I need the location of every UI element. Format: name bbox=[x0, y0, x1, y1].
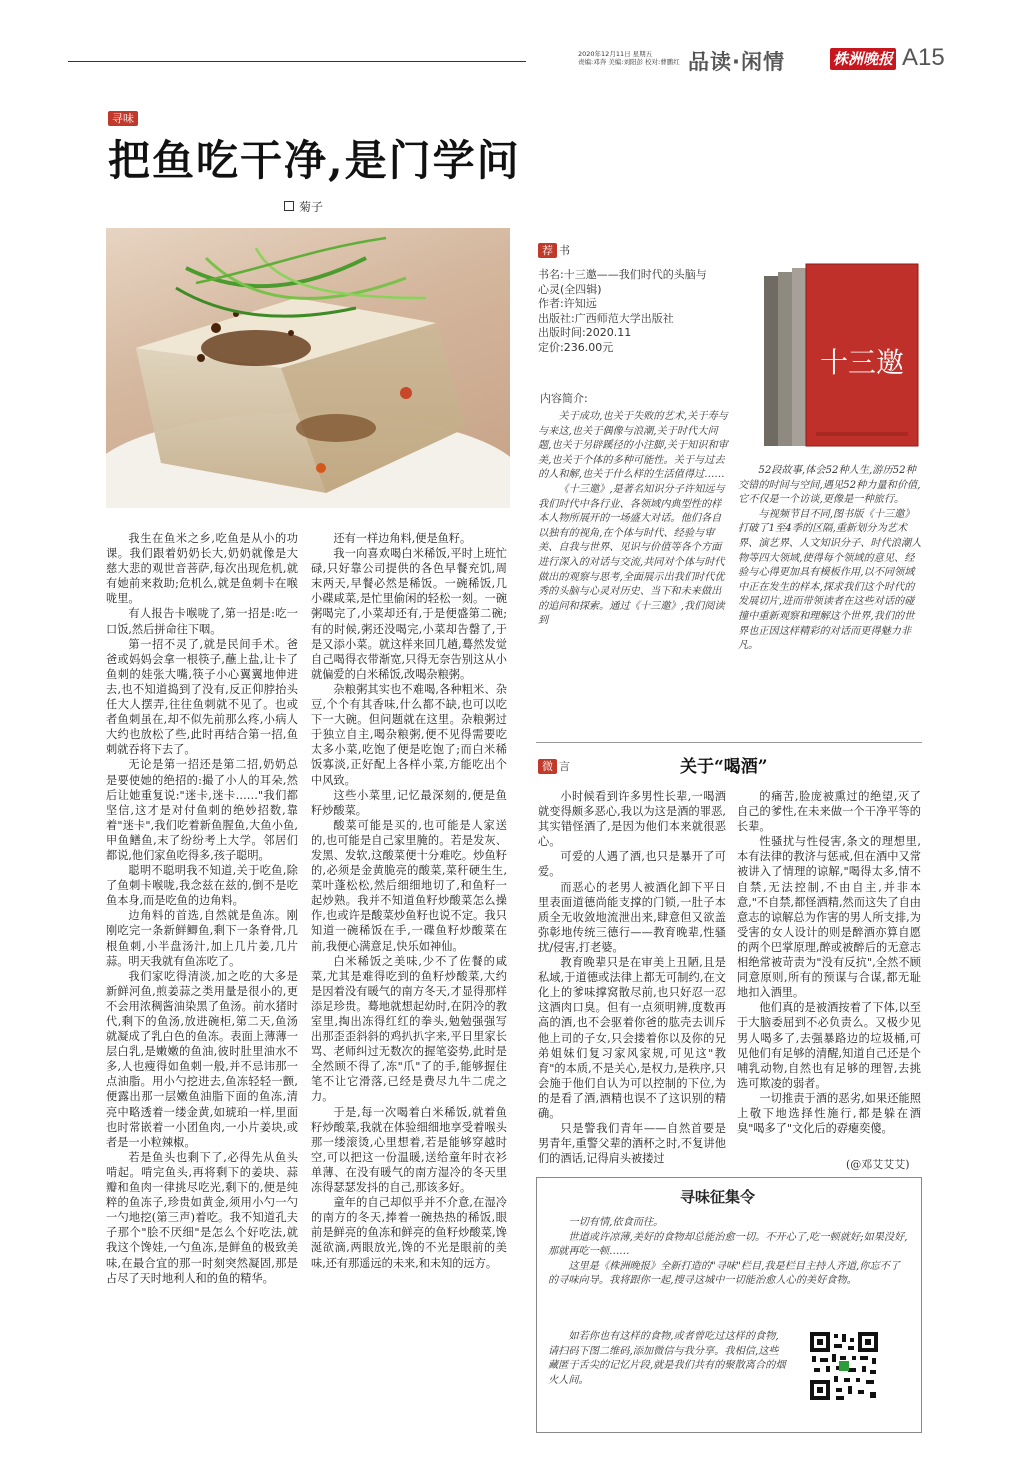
essay-tag-label: 微 bbox=[538, 759, 557, 774]
intro-label: 内容简介: bbox=[540, 392, 588, 405]
paragraph: 于是,每一次喝着白米稀饭,就着鱼籽炒酸菜,我就在体验细细地享受着喉头那一缕滚烫,心里想着,若是能够穿越时空,可以把这一份温暖,送给童年时衣衫单薄、在没有暖气的南方湿冷的冬天里冻得瑟瑟发抖的自己,那该多好。 bbox=[311, 1105, 507, 1195]
article-title: 把鱼吃干净,是门学问 bbox=[108, 136, 521, 185]
paragraph: 聪明不聪明我不知道,关于吃鱼,除了鱼刺卡喉咙,我念兹在兹的,倒不是吃鱼本身,而是吃鱼的边角料。 bbox=[106, 864, 298, 908]
book-intro-right bbox=[738, 464, 922, 654]
header-date bbox=[578, 50, 683, 66]
page-number: A15 bbox=[902, 44, 945, 71]
paragraph: 无论是第一招还是第二招,奶奶总是要使她的绝招的:撮了小人的耳朵,然后让她重复说:"迷卡,迷卡……"我们都坚信,这才是对付鱼刺的绝妙招数,靠着"迷卡",我们吃着新鱼腥鱼,大鱼小鱼,甲鱼鳝鱼,末了纷纷考上大学。邻居们都说,他们家鱼吃得多,孩子聪明。 bbox=[106, 758, 298, 862]
book-tag-label: 荐 bbox=[538, 243, 557, 258]
paragraph: 还有一样边角料,便是鱼籽。 bbox=[333, 532, 472, 545]
fish-jelly-photo bbox=[106, 228, 510, 508]
paragraph: 白米稀饭之美味,少不了佐餐的咸菜,尤其是难得吃到的鱼籽炒酸菜,大约是因着没有暖气的南方冬天,才显得那样添足珍贵。蓦地就想起幼时,在阴冷的教室里,掏出冻得红红的拳头,勉勉强强写出那歪歪斜斜的鸡扒扒字来,平日里家长骂、老师纠过无数次的握笔姿势,此时是全然顾不得了,冻"爪"了的手,能够握住笔不让它滑落,已经是费尽九牛二虎之力。 bbox=[311, 954, 507, 1104]
paragraph: 教育晚辈只是在审美上丑陋,且是私域,于道德或法律上都无可制约,在文化上的爹味撑窝散尽前,也只好忍一忍这酒肉口臭。但有一点须明辨,度数再高的酒,也不会驱着你爸的肱壳去训斥他上司的子女,只会搂着你以及你的兄弟姐妹们复习家风家规,可见这"教育"的本质,不是关心,是权力,是秩序,只会施于他们自认为可以控制的下位,为的是看了酒,酒精也误不了这识别的精确。 bbox=[538, 956, 726, 1120]
paragraph: 这些小菜里,记忆最深刻的,便是鱼籽炒酸菜。 bbox=[311, 788, 507, 817]
paragraph: 关于成功,也关于失败的艺术,关于寿与与来这,也关于偶像与浪潮,关于时代大问题,也关于另辟蹊径的小注脚,关于知识和审美,也关于个体的多种可能性。关于与过去的人和解,也关于什么样的生活值得过…… bbox=[538, 411, 728, 481]
section-title: 品读·闲情 bbox=[688, 50, 785, 74]
section-divider bbox=[536, 742, 922, 743]
book-info-line: 定价:236.00元 bbox=[538, 340, 614, 354]
byline bbox=[284, 198, 323, 215]
paragraph: 边角料的首选,自然就是鱼冻。刚刚吃完一条新鲜鲫鱼,剩下一条脊骨,几根鱼刺,小半盘汤汁,加上几片姜,几片蒜。明天我就有鱼冻吃了。 bbox=[106, 909, 298, 968]
book-box-illustration bbox=[756, 262, 926, 462]
paragraph: 的痛苦,脸庞被熏过的绝望,灭了自己的爹性,在未来做一个干净平等的长辈。 bbox=[737, 790, 921, 834]
essay-column-1 bbox=[538, 789, 726, 1166]
paragraph: 小时候看到许多男性长辈,一喝酒就变得颇多恶心,我以为这是酒的罪恶,其实错怪酒了,是因为他们本来就很恶心。 bbox=[538, 790, 726, 849]
book-cover-title: 十三邀 bbox=[819, 346, 905, 379]
book-info-line: 心灵(全四辑) bbox=[538, 282, 602, 296]
paragraph: 性骚扰与性侵害,条文的理想里,本有法律的教济与惩戒,但在酒中又常被讲入了情理的谅解,"喝得太多,情不自禁,无法控制,不由自主,并非本意,"不自禁,都怪酒精,然而这失了自由意志的谅解总为作害的男人所支排,为受害的女人设计的则是醉酒亦算自愿的两个巴掌原理,醉或被醉后的无意志相绝常被苛责为"没有反抗",全然不顾同意原则,所有的预谋与合谋,都无耻地扣入酒里。 bbox=[737, 835, 921, 1000]
article-column-2 bbox=[311, 531, 507, 1271]
paragraph: 若是鱼头也剩下了,必得先从鱼头啃起。啃完鱼头,再将剩下的姜块、蒜瓣和鱼肉一律挑尽吃光,剩下的,便是纯粹的鱼冻子,珍贵如黄金,须用小勺一勺一勺地挖(第三声)着吃。我不知道孔夫子那个"脍不厌细"是怎么个好吃法,就我这个馋娃,一勺鱼冻,是鲜鱼的极致美味,在最合宜的那一时刻突然凝固,那是占尽了天时地利人和的鱼的精华。 bbox=[106, 1150, 298, 1285]
essay-title: 关于“喝酒” bbox=[680, 757, 768, 777]
paragraph: 《十三邀》,是著名知识分子许知远与我们时代中各行业、各领域内典型性的样本人物所展开的一场盛大对话。他们各自以独有的视角,在个体与时代、经验与审美、自我与世界、见识与价值等各个方面进行深入的对话与交流,共同对个体与时代做出的观察与思考,全面展示出我们时代优秀的头脑与心灵对历史、当下和未来做出的追问和探索。通过《十三邀》,我们阅读到 bbox=[538, 483, 725, 627]
article-column-1 bbox=[106, 531, 298, 1286]
book-tag bbox=[538, 242, 570, 258]
article-tag-label: 寻味 bbox=[108, 111, 138, 126]
essay-tag bbox=[538, 758, 570, 774]
essay-column-2 bbox=[737, 789, 921, 1136]
book-cover-image bbox=[756, 262, 926, 462]
paragraph: 第一招不灵了,就是民间手术。爸爸或妈妈会拿一根筷子,蘸上盐,让卡了鱼刺的娃张大嘴,筷子小心翼翼地伸进去,也不知道捣到了没有,反正仰脖抬头任大人摆弄,往往鱼刺就不见了。也或者鱼刺虽在,却不似先前那么疼,小病人大约也放松了些,此时再结合第一招,鱼刺就吞将下去了。 bbox=[106, 637, 298, 757]
byline-author: 菊子 bbox=[299, 200, 324, 214]
qr-code-icon[interactable] bbox=[808, 1330, 880, 1402]
paragraph: 与视频节目不同,图书版《十三邀》打破了1至4季的区隔,重新划分为艺术界、演艺界、人文知识分子、时代浪潮人物等四大领域,使得每个领域的意见、经验与心得更加具有模板作用,以不同领域中正在发生的样本,探求我们这个时代的发展切片,进而带领读者在这些对话的碰撞中重新观察和理解这个世界,我们的世界也正因这样精彩的对话而更得魅力非凡。 bbox=[738, 508, 922, 652]
book-info-line: 书名:十三邀——我们时代的头脑与 bbox=[538, 268, 707, 281]
newspaper-logo: 株洲晚报 bbox=[830, 48, 896, 70]
article-tag bbox=[108, 111, 138, 126]
book-tag-suffix: 书 bbox=[559, 244, 570, 257]
paragraph: 我们家吃得清淡,加之吃的大多是新鲜河鱼,煎姜蒜之类用量是很小的,更不会用浓稠酱油染黑了鱼汤。前水猪时代,剩下的鱼汤,放进碗柜,第二天,鱼汤就凝成了乳白色的鱼冻。表面上薄薄一层白乳,是嫩嫩的鱼油,彼时肚里油水不多,人也瘦得如鱼刺一般,并不忌讳那一点油脂。用小勺挖进去,鱼冻轻轻一颤,便露出那一层嫩鱼油脂下面的鱼冻,清亮中略透着一缕金黄,如琥珀一样,里面也时常嵌着一小团鱼肉,一小片姜块,或者是一小粒辣椒。 bbox=[106, 969, 298, 1149]
paragraph: 我生在鱼米之乡,吃鱼是从小的功课。我们跟着奶奶长大,奶奶就像是大慈大悲的观世音菩萨,每次出现危机,就有她前来救助;危机么,就是鱼刺卡在喉咙里。 bbox=[106, 532, 298, 606]
solicit-title: 寻味征集令 bbox=[680, 1188, 756, 1206]
paragraph: 酸菜可能是买的,也可能是人家送的,也可能是自己家里腌的。若是发灰、发黑、发软,这酸菜便十分难吃。炒鱼籽的,必须是金黄脆亮的酸菜,菜秆硬生生,菜叶蓬松松,然后细细地切了,和鱼籽一起炒熟。我并不知道鱼籽炒酸菜怎么操作,也或许是酸菜炒鱼籽也说不定。我只知道一碗稀饭在手,一碟鱼籽炒酸菜在前,我便心满意足,快乐如神仙。 bbox=[311, 818, 507, 953]
photo-illustration bbox=[106, 228, 510, 508]
essay-signature: (@邓艾艾艾) bbox=[846, 1158, 910, 1171]
paragraph: 52段故事,体会52种人生,游历52种交错的时间与空间,遇见52种力量和价值,它不仅是一个访谈,更像是一种旅行。 bbox=[738, 465, 921, 506]
paragraph: 如若你也有这样的食物,或者曾吃过这样的食物,请扫码下图二维码,添加微信与我分享。我相信,这些藏匿于舌尖的记忆片段,就是我们共有的聚散离合的烟火人间。 bbox=[548, 1331, 786, 1386]
paragraph: 可爱的人遇了酒,也只是暴开了可爱。 bbox=[538, 850, 726, 879]
header-date-line: 2020年12月11日 星期五 bbox=[578, 50, 653, 58]
book-info-line: 出版时间:2020.11 bbox=[538, 326, 632, 339]
paragraph: 一切推责于酒的恶劣,如果还能照上敬下地选择性施行,都是躲在酒臭"喝多了"文化后的孬瘪奕傻。 bbox=[737, 1091, 921, 1136]
paragraph: 而恶心的老男人被酒化卸下平日里表面道德尚能支撑的门锁,一肚子本质全无收敛地流泄出来,肆意但又欲盖弥彰地传统三德行——教育晚辈,性骚扰/侵害,打老婆。 bbox=[538, 880, 726, 954]
paragraph: 童年的自己却似乎并不介意,在湿冷的南方的冬天,捧着一碗热热的稀饭,眼前是鲜亮的鱼冻和鲜亮的鱼籽炒酸菜,馋涎欲滴,两眼放光,馋的不光是眼前的美味,还有那遥远的未来,和未知的远方。 bbox=[311, 1196, 507, 1270]
paragraph: 杂粮粥其实也不难喝,各种粗米、杂豆,个个有其香味,什么都不缺,也可以吃下一大碗。但问题就在这里。杂粮粥过于独立自主,喝杂粮粥,便不见得需要吃太多小菜,吃饱了便是吃饱了;而白米稀饭寡淡,正好配上各样小菜,方能吃出个中风致。 bbox=[311, 682, 507, 787]
paragraph: 我一向喜欢喝白米稀饭,平时上班忙碌,只好靠公司提供的各色早餐充饥,周末两天,早餐必然是稀饭。一碗稀饭,几小碟咸菜,是忙里偷闲的轻松一刻。一碗粥喝完了,小菜却还有,于是便盛第二碗;有的时候,粥还没喝完,小菜却告罄了,于是又添小菜。就这样来回几趟,蓦然发觉自己喝得衣带渐宽,只得无奈告别这从小就偏爱的白米稀饭,改喝杂粮粥。 bbox=[311, 547, 507, 681]
paragraph: 有人报告卡喉咙了,第一招是:吃一口饭,然后拼命往下咽。 bbox=[106, 607, 298, 636]
paragraph: 一切有情,依食而往。 bbox=[568, 1217, 664, 1228]
solicit-body bbox=[548, 1330, 788, 1388]
paragraph: 只是警我们青年——自然首要是男青年,重警父辈的酒杯之时,不复讲他们的酒话,记得肩头被搂过 bbox=[538, 1122, 726, 1166]
paragraph: 世道或许凉薄,美好的食物却总能治愈一切。不开心了,吃一顿就好;如果没好,那就再吃一顿…… bbox=[548, 1231, 908, 1258]
solicit-intro bbox=[548, 1216, 910, 1289]
paragraph: 这里是《株洲晚报》全新打造的"寻味"栏目,我是栏目主持人齐道,你忘不了的寻味向导。我将跟你一起,搜寻这城中一切能治愈人心的美好食物。 bbox=[548, 1260, 901, 1287]
essay-tag-suffix: 言 bbox=[559, 760, 570, 773]
header-rule bbox=[68, 61, 526, 62]
book-intro-left bbox=[538, 410, 730, 629]
header-editor-line: 责编:邓奔 美编:刘阳彭 校对:曹鹏红 bbox=[578, 58, 680, 66]
paragraph: 他们真的是被酒按着了下体,以至于大脑委屈到不必负责么。又极少见男人喝多了,去强暴路边的垃圾桶,可见他们有足够的清醒,知道自己还是个哺乳动物,自然也有足够的理智,去挑选可欺凌的弱者。 bbox=[737, 1001, 921, 1090]
qr-graphic bbox=[808, 1330, 880, 1402]
byline-box-icon bbox=[284, 201, 294, 211]
book-info bbox=[538, 268, 748, 355]
book-info-line: 出版社:广西师范大学出版社 bbox=[538, 311, 674, 325]
book-info-line: 作者:许知远 bbox=[538, 297, 597, 310]
